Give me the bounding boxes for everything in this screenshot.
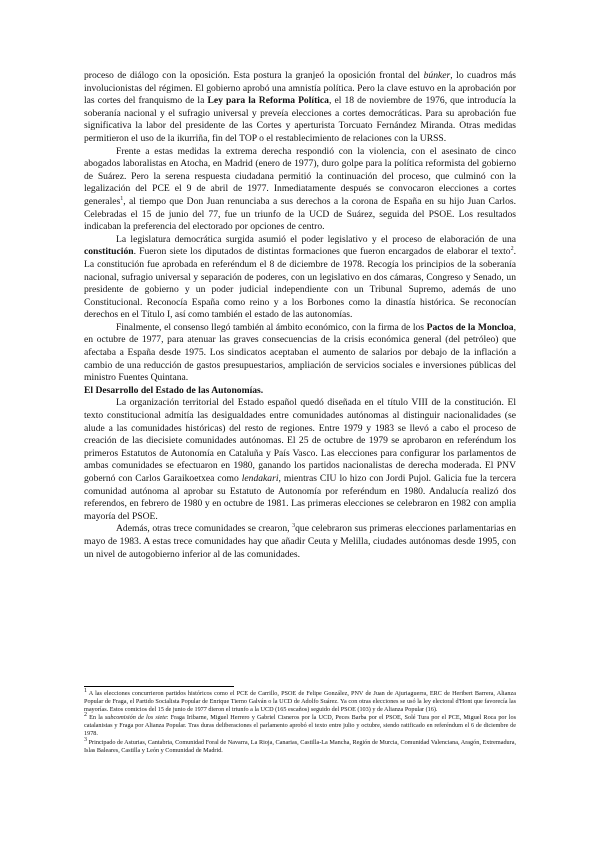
text-run: lendakari xyxy=(241,473,279,484)
text-run: que celebraron sus primeras elecciones parlamentarias en mayo de 1983. A estas trece comunidades hay que añadir Ceuta y Melilla, ciudades autónomas desde 1995, con un nivel de autogobierno inferior al de las comunidades. xyxy=(84,523,516,560)
text-run: proceso de diálogo con la oposición. Esta postura la granjeó la oposición frontal del xyxy=(84,70,424,81)
text-run: A las elecciones concurrieron partidos históricos como el PCE de Carrillo, PSOE de Felipe González, PNV de Juan de Ajuriaguerra, ERC de Heribert Barrera, Alianza Popular de Fraga, el Partido Socialista Popular de Enrique Tierno Galván o la UCD de Adolfo Suárez. Ya con otras elecciones se usó la ley electoral d'Hont que favorecía las mayorías. Estos comicios del 15 de junio de 1977 dieron el triunfo a la UCD (165 escaños) seguido del PSOE (103) y de Alianza Popular (16). xyxy=(84,690,516,714)
text-run: Principado de Asturias, Cantabria, Comunidad Foral de Navarra, La Rioja, Canarias, Castilla-La Mancha, Región de Murcia, Comunidad Valenciana, Aragón, Extremadura, Islas Baleares, Castilla y León y Comunidad de Madrid. xyxy=(84,738,516,754)
text-run: Ley para la Reforma Política xyxy=(207,95,329,107)
text-run: subcomisión de los siete xyxy=(104,714,167,722)
text-run: Pactos de la Moncloa xyxy=(426,321,514,333)
text-run: Además, otras trece comunidades se crearon, xyxy=(116,523,293,535)
text-run: 2 xyxy=(510,246,514,253)
section-heading: El Desarrollo del Estado de las Autonomías. xyxy=(84,384,264,396)
footnote-1 xyxy=(84,687,516,714)
footnote-2 xyxy=(84,714,516,738)
text-run: 1 xyxy=(120,195,124,202)
text-run: 3 xyxy=(292,523,296,530)
text-run: La organización territorial del Estado español quedó diseñada en el título VIII de la constitución. El texto constitucional admitía las desigualdades entre comunidades autónomas al distinguir nacionalidades (se alude a las comunidades históricas) del resto de regiones. Entre 1979 y 1983 se llevó a cabo el proceso de creación de las diecisiete comunidades autónomas. El 25 de octubre de 1979 se aprobaron en referéndum los primeros Estatutos de Autonomía en Cataluña y País Vasco. Las elecciones para configurar los parlamentos de ambas comunidades se efectuaron en 1980, ganando los partidos nacionalistas de derecha moderada. El PNV gobernó con Carlos Garaikoetxea como xyxy=(84,397,516,484)
footnotes xyxy=(84,686,516,755)
text-run: . Fueron siete los diputados de distintas formaciones que fueron encargados de elaborar el texto xyxy=(133,246,511,258)
text-run: , al tiempo que Don Juan renunciaba a sus derechos a la corona de España en su hijo Juan Carlos. Celebradas el 15 de junio del 77, fue un triunfo de la UCD de Suárez, seguida del PSOE. Los resultados indicaban la preferencia del electorado por opciones de centro. xyxy=(84,195,516,233)
text-run: Frente a estas medidas la extrema derecha respondió con la violencia, con el asesinato de cinco abogados laboralistas en Atocha, en Madrid (enero de 1977), duro golpe para la política reformista del gobierno de Suárez. Pero la serena respuesta ciudadana permitió la continuación del proceso, que culminó con la legalización del PCE el 9 de abril de 1977. Inmediatamente después se convocaron elecciones a cortes generales xyxy=(84,145,516,207)
text-run: Finalmente, el consenso llegó también al ámbito económico, con la firma de los xyxy=(116,321,427,333)
text-run: : Fraga Iribarne, Miguel Herrero y Gabriel Cisneros por la UCD, Peces Barba por el PSOE, Solé Tura por el PCE, Miguel Roca por los catalanistas y Fraga por Alianza Popular. Tras duras deliberaciones el parlamento aprobó el texto entre julio y octubre, siendo ratificado en referéndum el 6 de diciembre de 1978. xyxy=(84,714,516,738)
paragraph-moncloa-pacts xyxy=(84,322,516,385)
text-run: constitución xyxy=(84,246,134,258)
text-run: búnker xyxy=(423,70,451,81)
paragraph-territorial-organization xyxy=(84,397,516,523)
text-run: 3 xyxy=(84,736,87,743)
text-run: , el 18 de noviembre de 1976, que introducía la soberanía nacional y el sufragio universal y preveía elecciones a cortes democráticas. Para su aprobación fue significativa la labor del presidente de las Cortes y aperturista Torcuato Fernández Miranda. Otras medidas permitieron el uso de la ikurriña, fin del TOP o el restablecimiento de relaciones con la URSS. xyxy=(84,95,516,144)
paragraph-reform xyxy=(84,70,516,146)
text-run: 2 xyxy=(84,712,87,719)
text-run: , mientras CIU lo hizo con Jordi Pujol. Galicia fue la tercera comunidad autónoma al aprobar su Estatuto de Autonomía por referéndum en 1980. Andalucía realizó dos referendos, en febrero de 1980 y en octubre de 1981. Las primeras elecciones se celebraron en 1982 con amplia mayoría del PSOE. xyxy=(84,473,516,522)
text-run: , lo cuadros más involucionistas del régimen. El gobierno aprobó una amnistía política. Pero la clave estuvo en la aprobación por las cortes del franquismo de la xyxy=(84,70,516,107)
main-text xyxy=(84,70,516,561)
footnote-separator xyxy=(84,686,234,687)
text-run: 1 xyxy=(84,687,87,694)
text-run: , en octubre de 1977, para atenuar las graves consecuencias de la crisis económica general (del petróleo) que afectaba a España desde 1975. Los sindicatos aceptaban el aumento de salarios por debajo de la inflación a cambio de una reducción de gastos presupuestarios, ampliación de servicios sociales e inversiones públicas del ministro Fuentes Quintana. xyxy=(84,321,516,384)
paragraph-other-communities xyxy=(84,523,516,561)
text-run: . La constitución fue aprobada en referéndum el 8 de diciembre de 1978. Recogía los principios de la soberanía nacional, sufragio universal y separación de poderes, con un legislativo en dos cámaras, Congreso y Senado, un presidente de gobierno y un poder judicial independiente con un Tribunal Supremo, además de uno Constitucional. Reconocía España como reino y a los Borbones como la dinastía histórica. Se reconocían derechos en el Título I, así como también el estado de las autonomías. xyxy=(84,246,516,321)
paragraph-violence-elections xyxy=(84,146,516,234)
paragraph-constitution xyxy=(84,234,516,322)
text-run: En la xyxy=(87,714,105,722)
footnote-3 xyxy=(84,736,516,755)
text-run: La legislatura democrática surgida asumió el poder legislativo y el proceso de elaboración de una xyxy=(116,233,516,245)
